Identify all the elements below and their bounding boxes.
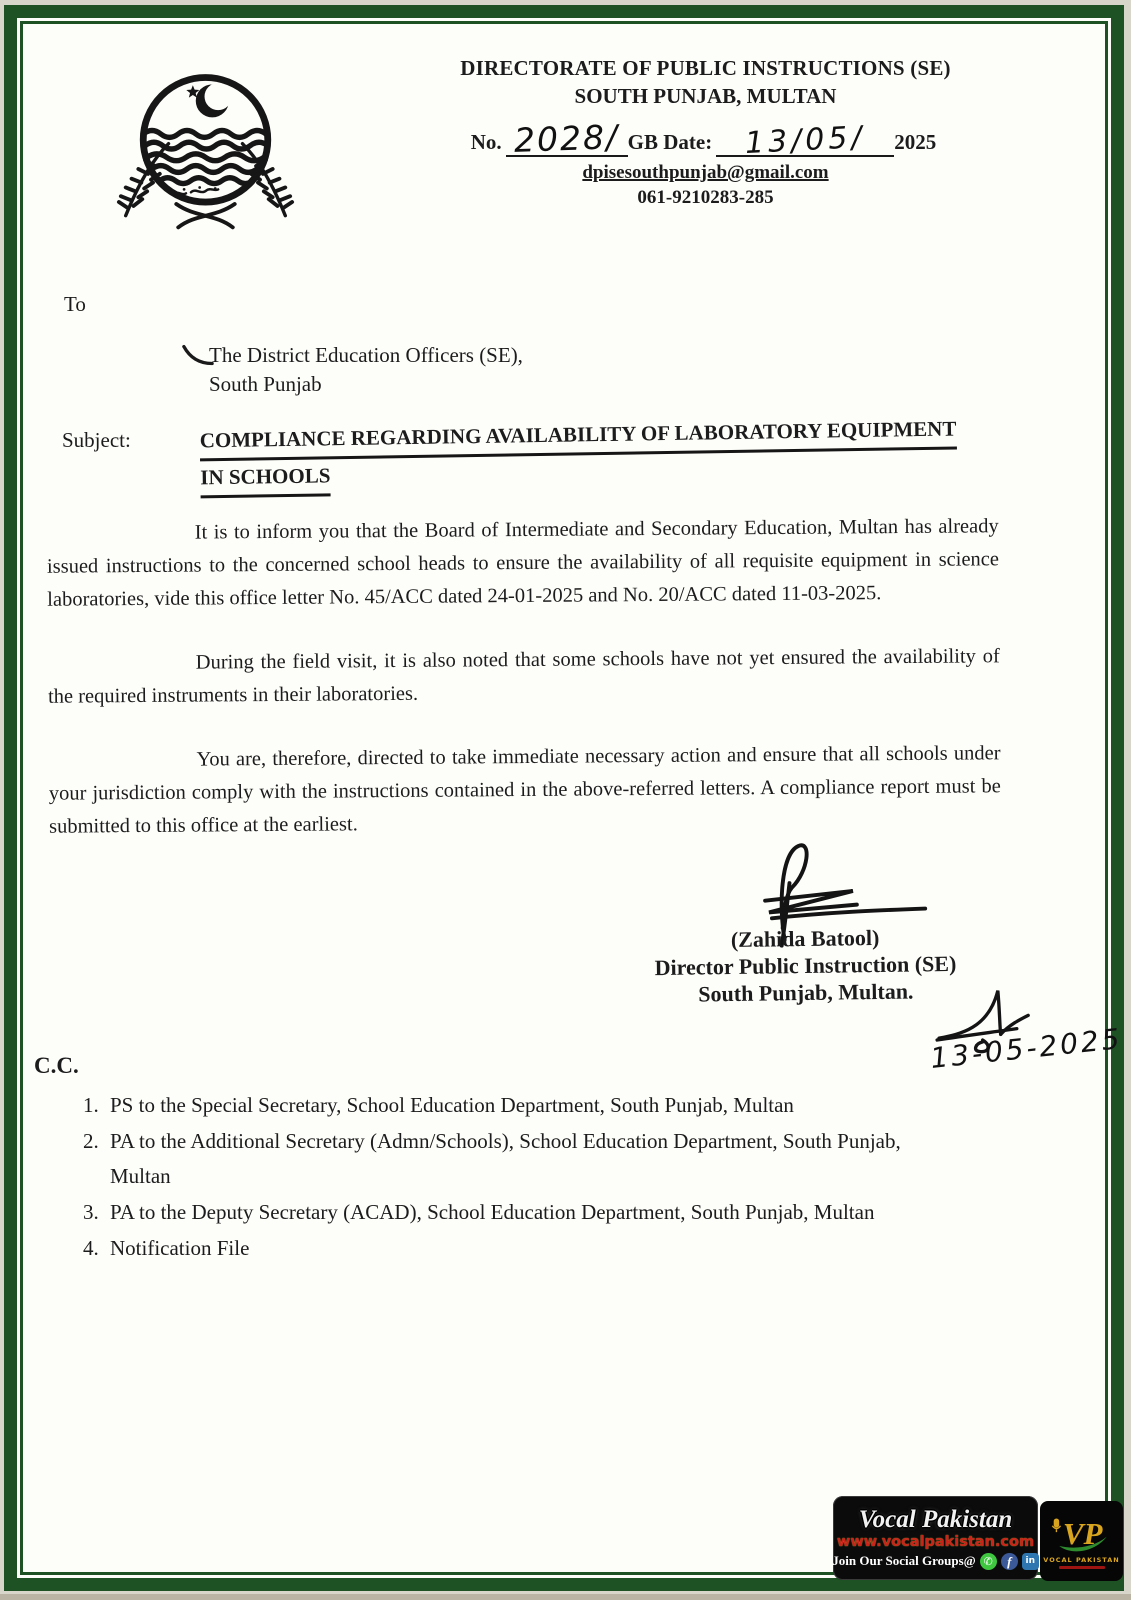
recipient-line2: South Punjab — [209, 372, 322, 396]
to-label: To — [64, 292, 86, 316]
handwritten-signing-date: 13-05-2025 — [928, 1022, 1124, 1075]
scan-edge-artifact — [0, 1594, 1131, 1600]
vp-monogram-icon — [1049, 1513, 1115, 1555]
org-name-line1: DIRECTORATE OF PUBLIC INSTRUCTIONS (SE) — [460, 56, 951, 80]
cc-label: C.C. — [34, 1053, 79, 1078]
vocal-pakistan-logo — [1040, 1501, 1123, 1581]
org-name-line2: SOUTH PUNJAB, MULTAN — [574, 84, 837, 108]
watermark-website: www.vocalpakistan.com — [836, 1533, 1035, 1550]
date-label: GB Date: — [627, 130, 713, 154]
whatsapp-icon: ✆ — [980, 1553, 997, 1570]
vocal-pakistan-watermark — [833, 1496, 1038, 1580]
signatory-location: South Punjab, Multan. — [698, 978, 914, 1007]
cc-item-3: 3. PA to the Deputy Secretary (ACAD), School Education Department, South Punjab, Multan — [104, 1195, 932, 1230]
letter-body — [47, 510, 1002, 874]
date-year: 2025 — [894, 130, 937, 154]
ref-no-line — [506, 117, 628, 160]
ref-and-date-row — [418, 115, 993, 162]
social-groups-label: Join Our Social Groups@ — [832, 1553, 976, 1568]
signatory-name: (Zahida Batool) — [730, 924, 880, 953]
punjab-government-crest-icon — [98, 60, 313, 240]
ref-no-label: No. — [470, 130, 502, 154]
subject-line2: IN SCHOOLS — [200, 459, 331, 498]
subject-text — [199, 412, 1010, 499]
date-handwritten: 13/05/ — [744, 119, 867, 162]
cc-item-4: 4. Notification File — [104, 1231, 932, 1266]
watermark-brand-text: Vocal Pakistan — [858, 1505, 1013, 1533]
cc-item-1: 1. PS to the Special Secretary, School Education Department, South Punjab, Multan — [104, 1088, 932, 1123]
body-paragraph-1: It is to inform you that the Board of Intermediate and Secondary Education, Multan has already issued instructions to the concerned school heads to ensure the availability of all requisite equipment in science laboratories, vide this office letter No. 45/ACC dated 24-01-2025 and No. 20/ACC dated 11-03-2025. — [46, 515, 1000, 611]
subject-line1: COMPLIANCE REGARDING AVAILABILITY OF LABORATORY EQUIPMENT — [199, 412, 956, 461]
logo-caption: VOCAL PAKISTAN — [1043, 1556, 1120, 1564]
social-groups-row — [832, 1553, 1038, 1570]
org-phone: 061-9210283-285 — [637, 187, 774, 208]
recipient-address — [209, 341, 523, 399]
recipient-line1: The District Education Officers (SE), — [209, 343, 523, 367]
cc-list — [60, 1088, 932, 1267]
facebook-icon: f — [1001, 1553, 1018, 1570]
body-paragraph-3: You are, therefore, directed to take immediate necessary action and ensure that all schools under your jurisdiction comply with the instructions contained in the above-referred letters. A compliance report must be submitted to this office at the earliest. — [48, 742, 1001, 838]
ref-no-handwritten: 2028/ — [513, 117, 620, 160]
org-email: dpisesouthpunjab@gmail.com — [582, 162, 829, 183]
signatory-title: Director Public Instruction (SE) — [654, 950, 957, 981]
vp-monogram-text: VP — [1062, 1516, 1102, 1552]
logo-red-bar — [1059, 1566, 1105, 1569]
cc-item-2: 2. PA to the Additional Secretary (Admn/Schools), School Education Department, South Punjab, Multan — [104, 1124, 932, 1194]
letterhead — [418, 56, 993, 209]
linkedin-icon: in — [1022, 1553, 1039, 1570]
date-line — [716, 119, 894, 162]
body-paragraph-2: During the field visit, it is also noted that some schools have not yet ensured the availability of the required instruments in their laboratories. — [47, 645, 1000, 708]
subject-label: Subject: — [62, 428, 131, 452]
